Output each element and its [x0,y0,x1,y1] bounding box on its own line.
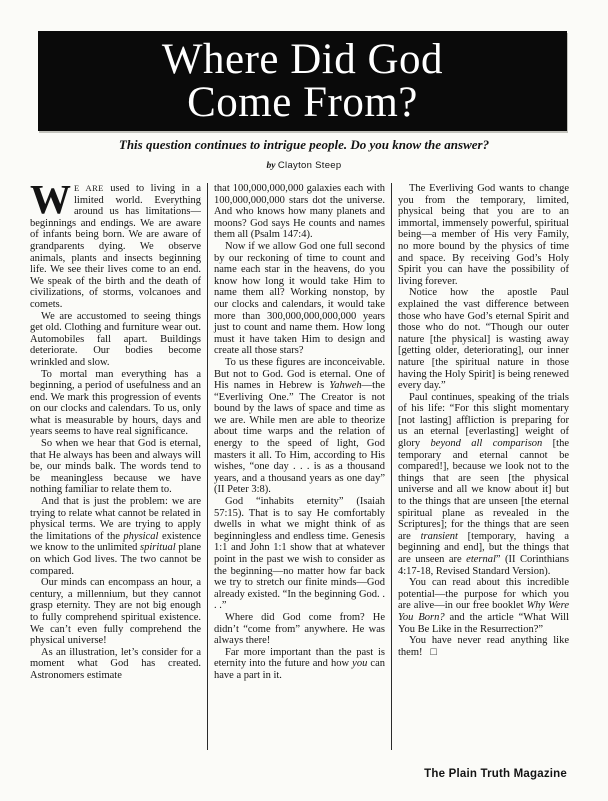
byline [0,160,608,171]
paragraph: Paul continues, speaking of the trials of his life: “For this slight momentary [not lasting] affliction is preparing for us an eternal [everlasting] weight of glory beyond all comparison [the temporary and eternal cannot be compared!], because we look not to the things that are seen [the physical universe and all we know about it] but to the things that are unseen [the eternal spiritual plane as revealed in the Scriptures]; for the things that are seen are transient [temporary, having a beginning and end], but the things that are unseen are eternal” (II Corinthians 4:17-18, Revised Standard Version). [398,391,569,577]
paragraph: Far more important than the past is eternity into the future and how you can have a part in it. [214,646,385,681]
column-3 [391,183,569,750]
article-subtitle: This question continues to intrigue people. Do you know the answer? [118,137,490,152]
paragraph: To mortal man everything has a beginning, a period of usefulness and an end. We mark this progression of events on our clocks and calendars. To us, only what is measurable by hours, days and years seems to have real significance. [30,368,201,438]
paragraph: Now if we allow God one full second by our reckoning of time to count and name each star in the heavens, do you know how long it would take Him to name them all? Working nonstop, by our clocks and calendars, it would take more than 300,000,000,000,000 years just to count and name them. How long must it have taken Him to design and create all those stars? [214,240,385,357]
paragraph: We are accustomed to seeing things get old. Clothing and furniture wear out. Automobiles fall apart. Buildings deteriorate. Our bodies become wrinkled and slow. [30,310,201,368]
paragraph: You have never read anything like them! □ [398,635,569,658]
paragraph: The Everliving God wants to change you from the temporary, limited, physical being that you are to an immortal, immensely powerful, spiritual being—a member of His very Family, no more bound by the physics of time and space. By receiving God’s Holy Spirit you can have the possibility of living forever. [398,183,569,287]
paragraph: You can read about this incredible potential—the purpose for which you are alive—in our free booklet Why Were You Born? and the article “What Will You Be Like in the Resurrection?” [398,577,569,635]
paragraph: Where did God come from? He didn’t “come from” anywhere. He was always there! [214,611,385,647]
article-title [38,31,567,124]
paragraph: God “inhabits eternity” (Isaiah 57:15). That is to say He comfortably dwells in what we might think of as beginningless and endless time. Genesis 1:1 and John 1:1 show that at whatever point in the past we wish to consider as the beginning—no matter how far back we try to stretch our finite minds—God already existed. “In the beginning God. . . .” [214,496,385,612]
article-columns [30,183,569,750]
paragraph: To us these figures are inconceivable. But not to God. God is eternal. One of His names in Hebrew is Yahweh—the “Everliving One.” The Creator is not bound by the laws of space and time as we are. While men are able to theorize about time warps and the relation of energy to the speed of light, God masters it all. To Him, according to His wishes, “one day . . . is as a thousand years, and a thousand years as one day” (II Peter 3:8). [214,356,385,496]
paragraph: And that is just the problem: we are trying to relate what cannot be related in physical terms. We are trying to apply the limitations of the physical existence we know to the unlimited spiritual plane on which God lives. The two cannot be compared. [30,496,201,577]
drop-cap: W [30,183,71,222]
article-title-line-1: Where Did God [161,36,444,83]
magazine-footer: The Plain Truth Magazine [424,768,567,780]
paragraph: As an illustration, let’s consider for a moment what God has created. Astronomers estimate [30,646,201,681]
paragraph: Our minds can encompass an hour, a century, a millennium, but they cannot grasp eternity. They are not big enough to fully comprehend spiritual existence. We can’t even fully comprehend the physical universe! [30,577,201,647]
byline-prefix: by [266,161,276,171]
lead-smallcaps: E ARE [74,183,104,193]
paragraph: W E ARE used to living in a limited world. Everything around us has limitations—beginnings and endings. We are aware of infants being born. We are aware of grandparents dying. We observe animals, plants and insects beginning life. We see their lives come to an end. We speak of the birth and the death of civilizations, of storms, volcanoes and comets. [30,183,201,310]
paragraph: So when we hear that God is eternal, that He always has been and always will be, our minds balk. The words tend to be meaningless because we have nothing familiar to relate them to. [30,438,201,496]
masthead-banner [38,31,567,131]
column-1 [30,183,201,750]
article-title-line-2: Come From? [187,79,418,126]
byline-author: Clayton Steep [277,160,342,171]
column-2 [207,183,385,750]
paragraph: Notice how the apostle Paul explained the vast difference between those who have God’s eternal Spirit and those who do not. “Though our outer nature [the physical] is wasting away [getting older, deteriorating], our inner nature [the spiritual nature in those having the Holy Spirit] is being renewed every day.” [398,287,569,392]
paragraph: that 100,000,000,000 galaxies each with 100,000,000,000 stars dot the universe. And who knows how many planets and moons? God says He counts and names them all (Psalm 147:4). [214,183,385,241]
